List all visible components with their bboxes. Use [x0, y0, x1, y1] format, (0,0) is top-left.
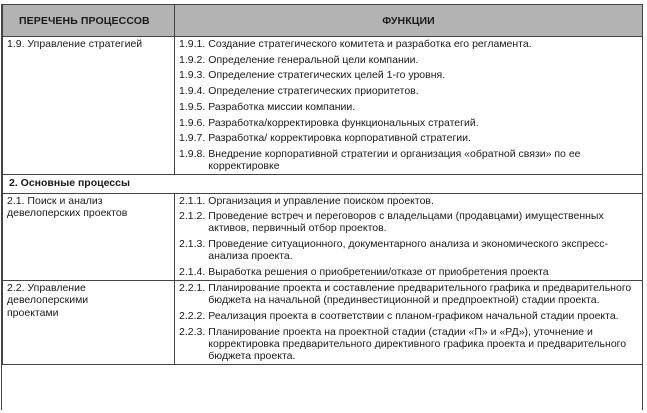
function-item: [179, 282, 638, 306]
function-number: 1.9.8.: [179, 147, 206, 160]
function-item: [179, 132, 638, 144]
function-number: 1.9.5.: [179, 100, 206, 113]
function-text: Реализация проекта в соответствии с планом-графиком начальной стадии проекта.: [208, 310, 619, 323]
header-processes: ПЕРЕЧЕНЬ ПРОЦЕССОВ: [3, 5, 175, 37]
function-item: [179, 54, 638, 66]
functions-cell: [175, 281, 643, 365]
table-row: [3, 193, 643, 281]
function-text: Планирование проекта на проектной стадии (стадии «П» и «РД»), уточнение и корректировка предварительного директивного графика проекта и предварительного бюджета проекта.: [208, 325, 627, 363]
function-number: 2.1.4.: [179, 266, 206, 279]
function-text: Определение генеральной цели компании.: [208, 53, 419, 66]
function-item: [179, 310, 638, 322]
function-item: [179, 101, 638, 113]
function-number: 2.2.2.: [179, 310, 206, 323]
function-number: 1.9.6.: [179, 116, 206, 129]
function-text: Определение стратегических приоритетов.: [208, 85, 419, 98]
function-number: 1.9.7.: [179, 132, 206, 145]
process-name: 1.9. Управление стратегией: [7, 38, 143, 50]
process-cell: [3, 281, 175, 365]
functions-cell: [175, 193, 643, 281]
function-item: [179, 69, 638, 81]
function-number: 2.2.1.: [179, 282, 206, 295]
function-text: Внедрение корпоративной стратегии и организация «обратной связи» по ее корректировке: [208, 147, 581, 173]
process-cell: [3, 193, 175, 281]
process-cell: [3, 37, 175, 175]
function-item: [179, 326, 638, 363]
function-text: Проведение ситуационного, документарного анализа и экономического экспресс-анализа проекта.: [208, 238, 609, 263]
function-number: 1.9.1.: [179, 38, 206, 50]
table-row: [3, 37, 643, 175]
function-number: 2.1.2.: [179, 210, 206, 223]
function-item: [179, 117, 638, 129]
process-name: 2.2. Управление девелоперскими проектами: [7, 282, 89, 319]
function-number: 2.1.1.: [179, 194, 206, 207]
function-text: Определение стратегических целей 1-го уровня.: [208, 69, 446, 82]
process-functions-table-frame: [1, 4, 643, 410]
function-item: [179, 195, 638, 207]
function-item: [179, 210, 638, 234]
function-number: 2.1.3.: [179, 238, 206, 251]
function-number: 2.2.3.: [179, 325, 206, 338]
function-item: [179, 266, 638, 278]
function-text: Разработка/корректировка функциональных стратегий.: [208, 116, 479, 129]
process-name: 2.1. Поиск и анализ девелоперских проектов: [7, 194, 128, 219]
function-item: [179, 85, 638, 97]
function-number: 1.9.3.: [179, 69, 206, 82]
table-header-row: [3, 5, 643, 37]
function-text: Выработка решения о приобретении/отказе от приобретения проекта: [208, 266, 549, 279]
header-functions: ФУНКЦИИ: [175, 5, 643, 37]
section-heading: 2. Основные процессы: [3, 175, 643, 193]
section-row: [3, 175, 643, 193]
function-text: Разработка/ корректировка корпоративной стратегии.: [208, 132, 471, 145]
function-number: 1.9.4.: [179, 85, 206, 98]
table-row: [3, 281, 643, 365]
function-item: [179, 148, 638, 172]
function-text: Проведение встреч и переговоров с владельцами (продавцами) имущественных активов, первичный отбор проектов.: [208, 210, 604, 235]
function-text: Планирование проекта и составление предварительного графика и предварительного бюджета на начальной (прединвестиционной и предпроектной) стадии проекта.: [208, 282, 632, 307]
process-functions-table: [2, 4, 643, 365]
function-text: Разработка миссии компании.: [208, 100, 356, 113]
function-item: [179, 238, 638, 262]
function-number: 1.9.2.: [179, 53, 206, 66]
functions-cell: [175, 37, 643, 175]
function-text: Создание стратегического комитета и разработка его регламента.: [208, 38, 532, 50]
function-text: Организация и управление поиском проектов.: [208, 194, 434, 207]
function-item: [179, 38, 638, 50]
